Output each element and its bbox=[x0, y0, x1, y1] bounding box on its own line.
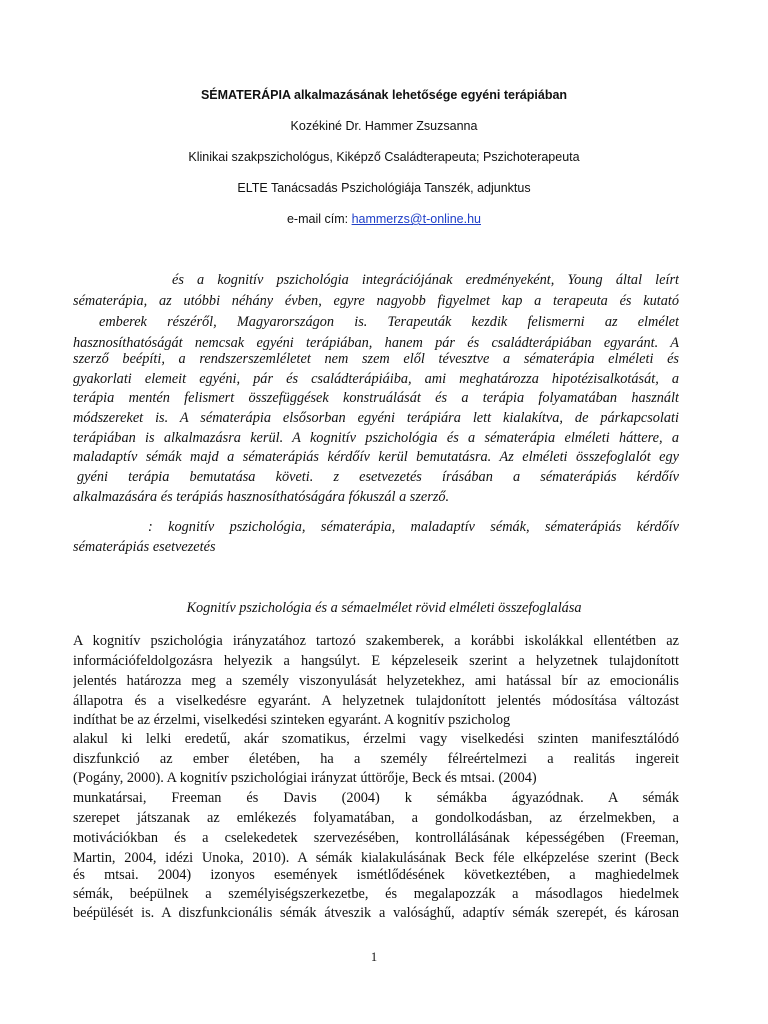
body-line: és mtsai. 2004) izonyos események ismétlődésének következtében, a maghiedelmek bbox=[73, 867, 679, 883]
section-title: Kognitív pszichológia és a sémaelmélet rövid elméleti összefoglalása bbox=[186, 600, 582, 616]
abstract-line: és a kognitív pszichológia integrációjának eredményeként, Young által leírt bbox=[172, 272, 679, 288]
body-line: jelentés határozza meg a személy viszonyulását helyzetekhez, ami hatással bír az emocionális bbox=[73, 673, 679, 689]
page-number: 1 bbox=[370, 950, 378, 964]
body-line: információfeldolgozásra helyezik a hangsúlyt. E képzeleseik szerint a helyzetnek tulajdonított bbox=[73, 653, 679, 669]
abstract-line: emberek részéről, Magyarországon is. Terapeuták kezdik felismerni az elmélet bbox=[99, 314, 679, 330]
author-affiliation: ELTE Tanácsadás Pszichológiája Tanszék, adjunktus bbox=[237, 181, 531, 195]
keywords-line: sématerápiás esetvezetés bbox=[73, 539, 216, 555]
body-line: szerepet játszanak az emlékezés folyamatában, a gondolkodásban, az érzelmekben, a bbox=[73, 810, 679, 826]
abstract-line: terápiában is alkalmazásra kerül. A kognitív pszichológia és a sématerápia elméleti háttere, a bbox=[73, 430, 679, 446]
body-line: beépülését is. A diszfunkcionális sémák átveszik a valósághű, adaptív sémák szerepét, és károsan bbox=[73, 905, 679, 921]
body-line: alakul ki lelki eredetű, akár szomatikus, érzelmi vagy viselkedési szinten manifesztálódó bbox=[73, 731, 679, 747]
body-line: munkatársai, Freeman és Davis (2004) k sémákba ágyazódnak. A sémák bbox=[73, 790, 679, 806]
body-line: diszfunkció az ember életében, ha a személy félreértelmezi a realitás ingereit bbox=[73, 751, 679, 767]
body-line: sémák, beépülnek a személyiségszerkezetbe, és megalapozzák a másodlagos hiedelmek bbox=[73, 886, 679, 902]
abstract-line: hasznosíthatóságát nemcsak egyéni terápiában, hanem pár és családterápiában egyaránt. A bbox=[73, 335, 679, 351]
abstract-line: módszereket is. A sématerápia elsősorban egyéni terápiára lett kialakítva, de párkapcsolati bbox=[73, 410, 679, 426]
email-label: e-mail cím: bbox=[286, 212, 352, 226]
email-link[interactable]: hammerzs@t-online.hu bbox=[351, 212, 481, 226]
abstract-line: szerző beépíti, a rendszerszemléletet nem szem elől tévesztve a sématerápia elméleti és bbox=[73, 351, 679, 367]
body-line: motivációkban és a cselekedetek szervezésében, kontrollálásának képességében (Freeman, bbox=[73, 830, 679, 846]
abstract-line: maladaptív sémák majd a sématerápiás kérdőív kerül bemutatásra. Az elméleti összefoglalót egy bbox=[73, 449, 679, 465]
abstract-line: sématerápia, az utóbbi néhány évben, egyre nagyobb figyelmet kap a terapeuta és kutató bbox=[73, 293, 679, 309]
body-line: Martin, 2004, idézi Unoka, 2010). A sémák kialakulásának Beck féle elképzelése szerint (Beck bbox=[73, 850, 679, 866]
abstract-line: gyéni terápia bemutatása követi. z esetvezetés írásában a sématerápiás kérdőív bbox=[77, 469, 679, 485]
body-line: állapotra és a viselkedésre egyaránt. A helyzetnek tulajdonított jelentés módosítása változást bbox=[73, 693, 679, 709]
author-role: Klinikai szakpszichológus, Kiképző Családterapeuta; Pszichoterapeuta bbox=[188, 150, 580, 164]
abstract-line: terápia mentén felismert összefüggések konstruálását és a terápia folyamatában használt bbox=[73, 390, 679, 406]
abstract-line: gyakorlati elemeit egyéni, pár és családterápiáiba, ami meghatározza hipotézisalkotását, a bbox=[73, 371, 679, 387]
keywords-line: : kognitív pszichológia, sématerápia, maladaptív sémák, sématerápiás kérdőív bbox=[148, 519, 679, 535]
email-line bbox=[0, 211, 768, 227]
author-name: Kozékiné Dr. Hammer Zsuzsanna bbox=[290, 119, 478, 133]
body-line: (Pogány, 2000). A kognitív pszichológiai irányzat úttörője, Beck és mtsai. (2004) bbox=[73, 770, 537, 786]
body-line: indíthat be az érzelmi, viselkedési szinteken egyaránt. A kognitív pszicholog bbox=[73, 712, 511, 728]
body-line: A kognitív pszichológia irányzatához tartozó szakemberek, a korábbi iskolákkal ellentétben az bbox=[73, 633, 679, 649]
document-title: SÉMATERÁPIA alkalmazásának lehetősége egyéni terápiában bbox=[200, 88, 568, 102]
abstract-line: alkalmazására és terápiás hasznosíthatóságára fókuszál a szerző. bbox=[73, 489, 450, 505]
